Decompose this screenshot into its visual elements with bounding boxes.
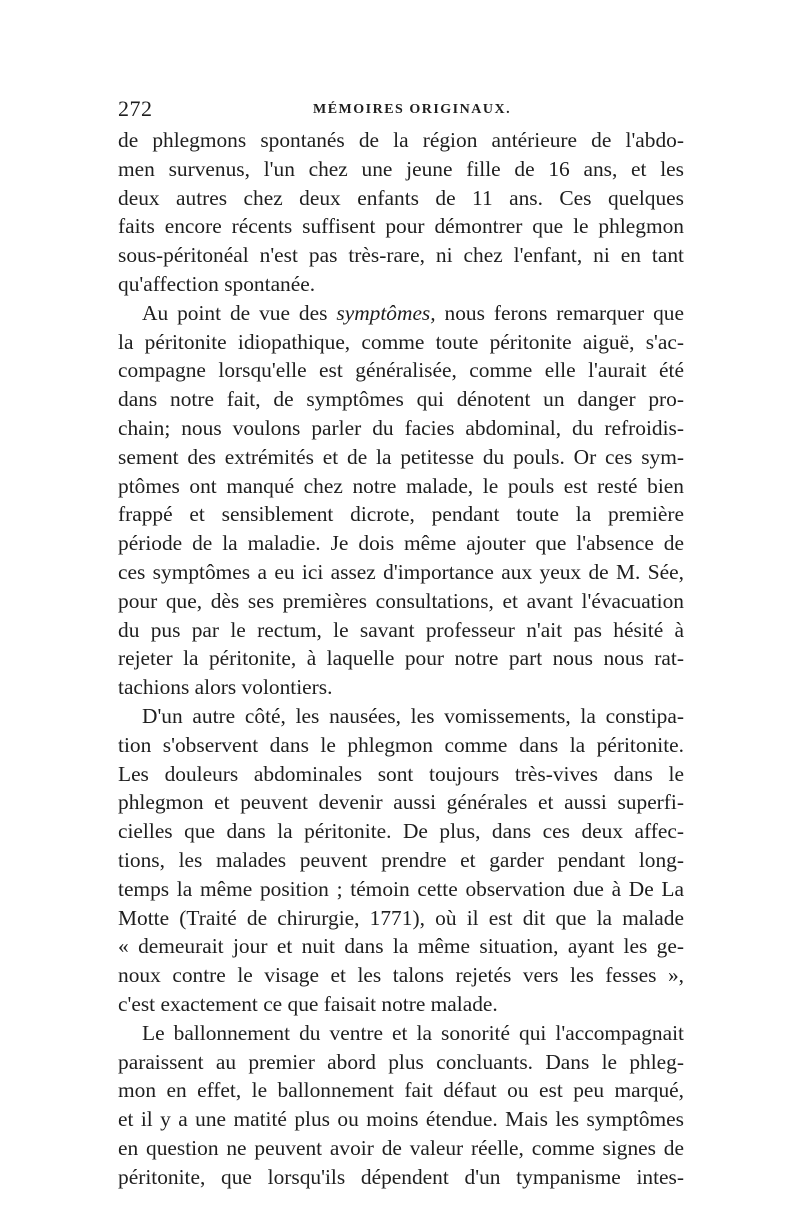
paragraph [118,702,684,1019]
text-run: Au point de vue des [142,300,337,325]
text-line: frappé et sensiblement dicrote, pendant toute la première [118,502,684,527]
text-line: sous-péritonéal n'est pas très-rare, ni chez l'enfant, ni en tant [118,243,684,268]
text-line: et il y a une matité plus ou moins étendue. Mais les symptômes [118,1107,684,1132]
paragraph [118,126,684,299]
text-line: qu'affection spontanée. [118,271,316,296]
text-line: péritonite, que lorsqu'ils dépendent d'un tympanisme intes- [118,1164,684,1189]
text-line: tions, les malades peuvent prendre et garder pendant long- [118,847,684,872]
text-line: compagne lorsqu'elle est généralisée, comme elle l'aurait été [118,358,684,383]
text-line: cielles que dans la péritonite. De plus, dans ces deux affec- [118,819,684,844]
paragraph [118,1019,684,1192]
text-line: Motte (Traité de chirurgie, 1771), où il est dit que la malade [118,905,684,930]
text-line: Les douleurs abdominales sont toujours très-vives dans le [118,761,684,786]
text-line: faits encore récents suffisent pour démontrer que le phlegmon [118,214,684,239]
text-line: de phlegmons spontanés de la région antérieure de l'abdo- [118,128,684,152]
paragraph [118,299,684,702]
running-head: MÉMOIRES ORIGINAUX. [313,102,512,117]
text-line: période de la maladie. Je dois même ajouter que l'absence de [118,531,684,556]
text-line: phlegmon et peuvent devenir aussi générales et aussi superfi- [118,790,684,815]
text-line: ces symptômes a eu ici assez d'importance aux yeux de M. Sée, [118,559,684,584]
text-line: noux contre le visage et les talons rejetés vers les fesses », [118,963,684,988]
text-line: chain; nous voulons parler du facies abdominal, du refroidis- [118,415,684,440]
page-header [118,96,688,126]
text-line: pour que, dès ses premières consultations, et avant l'évacuation [118,588,684,613]
body-text [118,126,684,1191]
text-run: nous ferons remarquer que [435,300,684,325]
text-line [118,299,684,328]
text-line: deux autres chez deux enfants de 11 ans. Ces quelques [118,185,684,210]
text-line: « demeurait jour et nuit dans la même situation, ayant les ge- [118,934,684,959]
text-line: sement des extrémités et de la petitesse du pouls. Or ces sym- [118,444,684,469]
text-line: du pus par le rectum, le savant professeur n'ait pas hésité à [118,617,684,642]
text-line: temps la même position ; témoin cette observation due à De La [118,876,684,901]
text-line: D'un autre côté, les nausées, les vomissements, la constipa- [142,703,684,728]
text-line: c'est exactement ce que faisait notre malade. [118,991,498,1016]
page-number: 272 [118,96,153,121]
text-line: dans notre fait, de symptômes qui dénotent un danger pro- [118,387,684,412]
text-line: la péritonite idiopathique, comme toute péritonite aiguë, s'ac- [118,329,684,354]
text-line: mon en effet, le ballonnement fait défaut ou est peu marqué, [118,1078,684,1103]
text-line: ptômes ont manqué chez notre malade, le pouls est resté bien [118,473,684,498]
text-line: rejeter la péritonite, à laquelle pour notre part nous nous rat- [118,646,684,671]
text-line: en question ne peuvent avoir de valeur réelle, comme signes de [118,1135,684,1160]
text-line: paraissent au premier abord plus concluants. Dans le phleg- [118,1049,684,1074]
emphasis-text: symptômes, [336,300,436,325]
text-line: men survenus, l'un chez une jeune fille de 16 ans, et les [118,156,684,181]
text-line: tachions alors volontiers. [118,675,333,700]
text-line: Le ballonnement du ventre et la sonorité qui l'accompagnait [142,1020,684,1045]
text-line: tion s'observent dans le phlegmon comme dans la péritonite. [118,732,684,757]
